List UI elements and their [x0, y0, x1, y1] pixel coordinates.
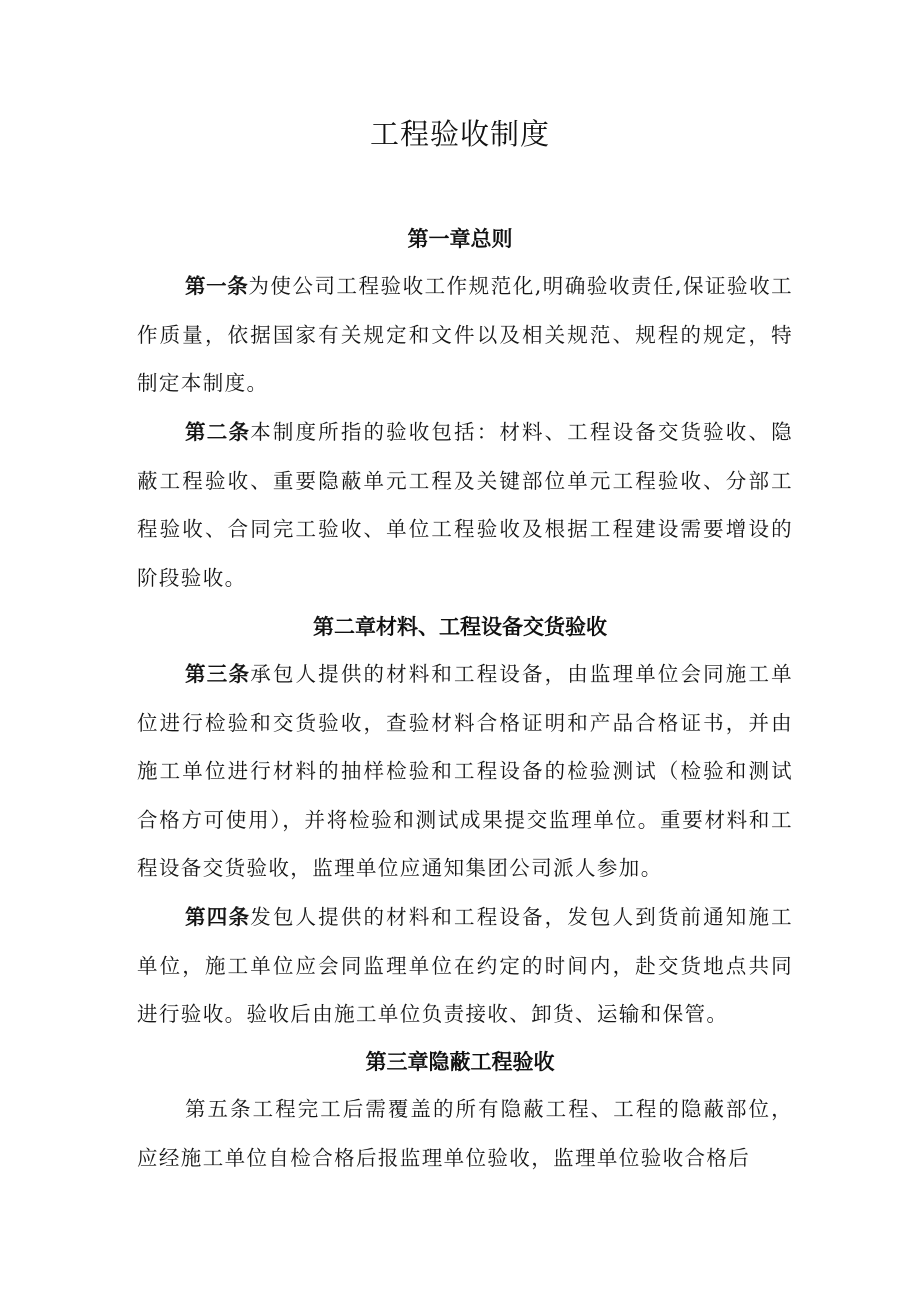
chapter-2-heading: 第二章材料、工程设备交货验收: [313, 615, 607, 639]
article-5: [137, 1085, 793, 1182]
article-4-label: 第四条: [185, 905, 251, 929]
article-2-text: 本制度所指的验收包括：材料、工程设备交货验收、隐蔽工程验收、重要隐蔽单元工程及关键部位单元工程验收、分部工程验收、合同完工验收、单位工程验收及根据工程建设需要增设的阶段验收。: [137, 420, 794, 590]
article-1: [137, 262, 793, 408]
article-3-label: 第三条: [185, 662, 251, 686]
article-5-text: 第五条工程完工后需覆盖的所有隐蔽工程、工程的隐蔽部位，应经施工单位自检合格后报监理单位验收，监理单位验收合格后: [137, 1097, 793, 1170]
article-4: [137, 893, 793, 1039]
article-1-label: 第一条: [185, 274, 249, 298]
article-2-label: 第二条: [185, 420, 251, 444]
chapter-1-heading: 第一章总则: [407, 227, 513, 251]
document-title: 工程验收制度: [369, 117, 550, 151]
article-2: [137, 408, 793, 602]
article-1-text: 为使公司工程验收工作规范化,明确验收责任,保证验收工作质量，依据国家有关规定和文件以及相关规范、规程的规定，特制定本制度。: [137, 274, 794, 395]
article-4-text: 发包人提供的材料和工程设备，发包人到货前通知施工单位，施工单位应会同监理单位在约定的时间内，赴交货地点共同进行验收。验收后由施工单位负责接收、卸货、运输和保管。: [137, 905, 794, 1026]
article-3-text: 承包人提供的材料和工程设备，由监理单位会同施工单位进行检验和交货验收，查验材料合格证明和产品合格证书，并由施工单位进行材料的抽样检验和工程设备的检验测试（检验和测试合格方可使用），并将检验和测试成果提交监理单位。重要材料和工程设备交货验收，监理单位应通知集团公司派人参加。: [137, 662, 794, 880]
chapter-3-heading: 第三章隐蔽工程验收: [365, 1050, 555, 1074]
article-3: [137, 650, 793, 893]
